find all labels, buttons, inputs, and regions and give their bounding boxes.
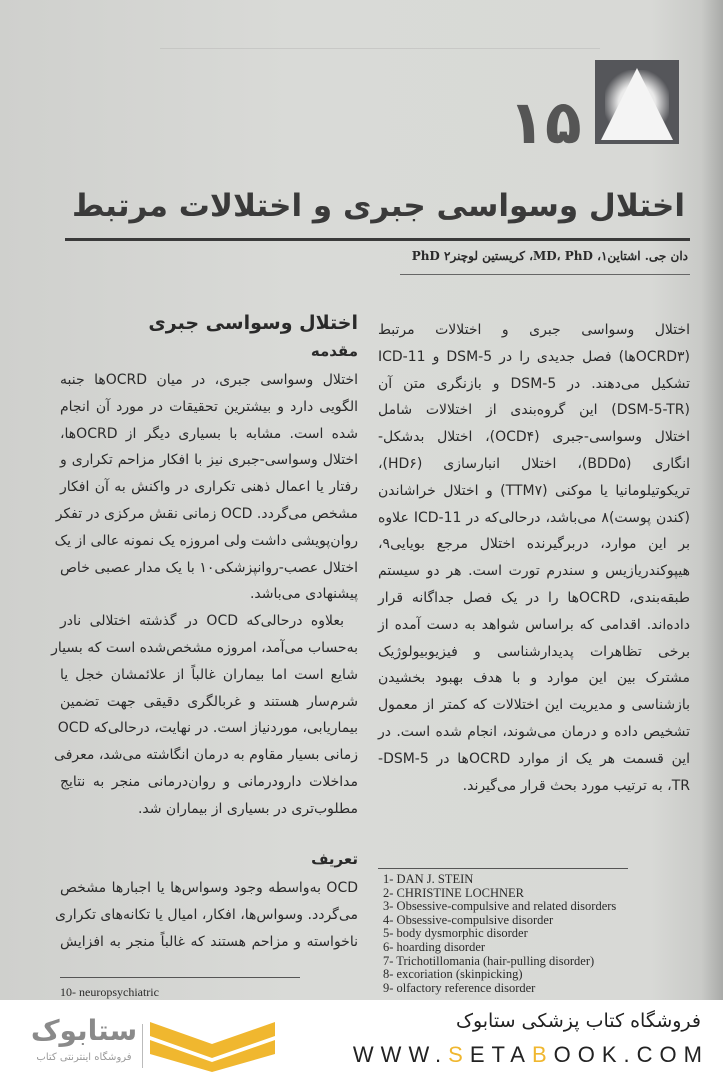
footnote: 5- body dysmorphic disorder bbox=[383, 926, 528, 941]
subsection-heading-definition: تعریف bbox=[311, 850, 358, 868]
text-line: بر این موارد، دربرگیرنده اختلال مرجع بویایی۹، bbox=[378, 536, 690, 553]
store-banner bbox=[0, 1000, 723, 1080]
text-line: مطلوب‌تری در بسیاری از بیماران شد. bbox=[137, 800, 358, 817]
text-line: طبقه‌بندی، OCRDها را در یک فصل جداگانه قرار bbox=[378, 589, 690, 606]
footnote-rule bbox=[60, 977, 300, 978]
text-line: این قسمت هر یک از موارد OCRDها در DSM-5- bbox=[378, 750, 691, 767]
text-line: برخی تظاهرات پدیدارشناسی و فیزیوبیولوژیک bbox=[378, 643, 690, 660]
text-line: اختلال وسواسی جبری، در میان OCRDها جنبه bbox=[60, 372, 358, 388]
text-line: تشکیل می‌دهند. در DSM-5 و بازنگری متن آن bbox=[378, 375, 690, 392]
footnote: 2- CHRISTINE LOCHNER bbox=[383, 885, 524, 900]
section-heading: اختلال وسواسی جبری bbox=[148, 312, 358, 334]
text-line: ناخواسته و مزاحم هستند که غالباً منجر به افزایش bbox=[60, 933, 358, 950]
text-line: مداخلات دارودرمانی و روان‌درمانی منجر به نتایج bbox=[60, 773, 358, 790]
subsection-heading-intro: مقدمه bbox=[310, 342, 358, 360]
shop-name: فروشگاه کتاب پزشکی ستابوک bbox=[455, 1010, 701, 1032]
footnote: 9- olfactory reference disorder bbox=[383, 980, 536, 995]
text-line: بازشناسی و مدیریت این اختلالات که کمتر از معمول bbox=[378, 697, 690, 714]
definition-text bbox=[55, 875, 358, 955]
text-line: OCD به‌واسطه وجود وسواس‌ها یا اجبارها مشخص bbox=[60, 880, 358, 896]
text-line: شرم‌سار هستند و غربالگری دقیقی جهت تضمین bbox=[60, 693, 358, 710]
text-line: داده‌اند. اقدامی که براساس شواهد به دست آمده از bbox=[378, 616, 690, 633]
text-line: زمانی بسیار مقاوم به درمان انگاشته می‌شد، معرفی bbox=[54, 747, 358, 764]
footnote: 1- DAN J. STEIN bbox=[383, 872, 474, 886]
text-line: انگاری (BDD۵)، اختلال انبارسازی (HD۶)، bbox=[378, 455, 690, 472]
text-line: اختلال وسواسی جبری و اختلالات مرتبط bbox=[378, 322, 690, 338]
chapter-number: ۱۵ bbox=[508, 88, 582, 158]
text-line: شده است. مشابه با بسیاری دیگر از OCRDها، bbox=[60, 425, 358, 442]
logo-tagline: فروشگاه اینترنتی کتاب bbox=[36, 1052, 132, 1063]
bleed-through-header bbox=[160, 40, 600, 49]
chapter-title: اختلال وسواسی جبری و اختلالات مرتبط bbox=[71, 188, 685, 224]
footnote: 8- excoriation (skinpicking) bbox=[383, 967, 523, 982]
text-line: به‌حساب می‌آمد، امروزه مشخص‌شده است که بسیار bbox=[51, 639, 358, 656]
footnote: 3- Obsessive-compulsive and related disorders bbox=[383, 899, 617, 914]
right-column-text bbox=[378, 317, 690, 799]
text-line: بیماریابی، موردنیاز است. در نهایت، درحالی‌که OCD bbox=[57, 720, 358, 737]
text-line: رفتار یا اعمال ذهنی تکراری در واکنش به آن افکار bbox=[60, 479, 358, 496]
authors-rule bbox=[400, 274, 690, 275]
chapter-triangle-emblem bbox=[595, 60, 679, 144]
title-rule bbox=[65, 238, 690, 241]
text-line: شایع است اما بیماران غالباً از علائمشان خجل یا bbox=[60, 666, 358, 683]
text-line: مشخص می‌گردد. OCD زمانی نقش مرکزی در تفکر bbox=[55, 505, 358, 522]
text-line: (OCRD۳ها) فصل جدیدی را در DSM-5 و ICD-11 bbox=[378, 348, 690, 365]
chevron-logo-icon bbox=[150, 1022, 275, 1072]
shop-url[interactable]: WWW.SETABOOK.COM bbox=[352, 1042, 709, 1067]
logo-divider bbox=[142, 1024, 143, 1068]
text-line: روان‌پویشی داشت ولی امروزه یک نمونه عالی از یک bbox=[54, 532, 358, 549]
text-line: اختلال وسواسی-جبری (OCD۴)، اختلال بدشکل- bbox=[378, 429, 690, 446]
text-line: (کندن پوست)۸ می‌باشد، درحالی‌که در ICD-11 علاوه bbox=[378, 509, 691, 526]
footnote: 7- Trichotillomania (hair-pulling disorder) bbox=[383, 953, 595, 968]
footnote: 6- hoarding disorder bbox=[383, 939, 486, 954]
footnote-left: 10- neuropsychiatric bbox=[60, 985, 159, 999]
text-line: می‌گردد. وسواس‌ها، افکار، امیال یا تکانه‌های تکراری bbox=[55, 906, 358, 923]
authors: دان جی. اشتاین۱، MD، PhD، کریستین لوچنر۲ PhD bbox=[411, 249, 688, 263]
text-line: مشترک بین این موارد و با هدف بهبود بخشیدن bbox=[378, 670, 690, 687]
left-column-text bbox=[51, 367, 358, 823]
text-line: تشخیص داده و درمان می‌شوند، انجام شده است. در bbox=[378, 723, 690, 740]
text-line: پیشنهادی می‌باشد. bbox=[249, 586, 358, 603]
text-line: هیپوکندریازیس و سندرم تورت است. هر دو سیستم bbox=[378, 563, 690, 580]
text-line: الگویی دارد و بیشترین تحقیقات در مورد آن انجام bbox=[60, 398, 358, 415]
text-line: (DSM-5-TR) این گروه‌بندی از اختلالات شامل bbox=[378, 402, 690, 419]
text-line: اختلال عصب-روانپزشکی۱۰ با یک مدار عصبی خاص bbox=[60, 559, 358, 576]
text-line: تریکوتیلومانیا یا موکنی (TTM۷) و اختلال خراشاندن bbox=[378, 482, 690, 499]
footnote-rule bbox=[378, 868, 628, 869]
text-line: بعلاوه درحالی‌که OCD در گذشته اختلالی نادر bbox=[60, 613, 344, 630]
text-line: اختلال وسواسی-جبری نیز با افکار مزاحم تکراری و bbox=[60, 452, 358, 469]
text-line: TR، به ترتیب مورد بحث قرار می‌گیرند. bbox=[462, 777, 690, 794]
footnotes-list bbox=[383, 873, 616, 995]
footnote: 4- Obsessive-compulsive disorder bbox=[383, 912, 554, 927]
logo-wordmark: ستابوک bbox=[30, 1014, 138, 1047]
